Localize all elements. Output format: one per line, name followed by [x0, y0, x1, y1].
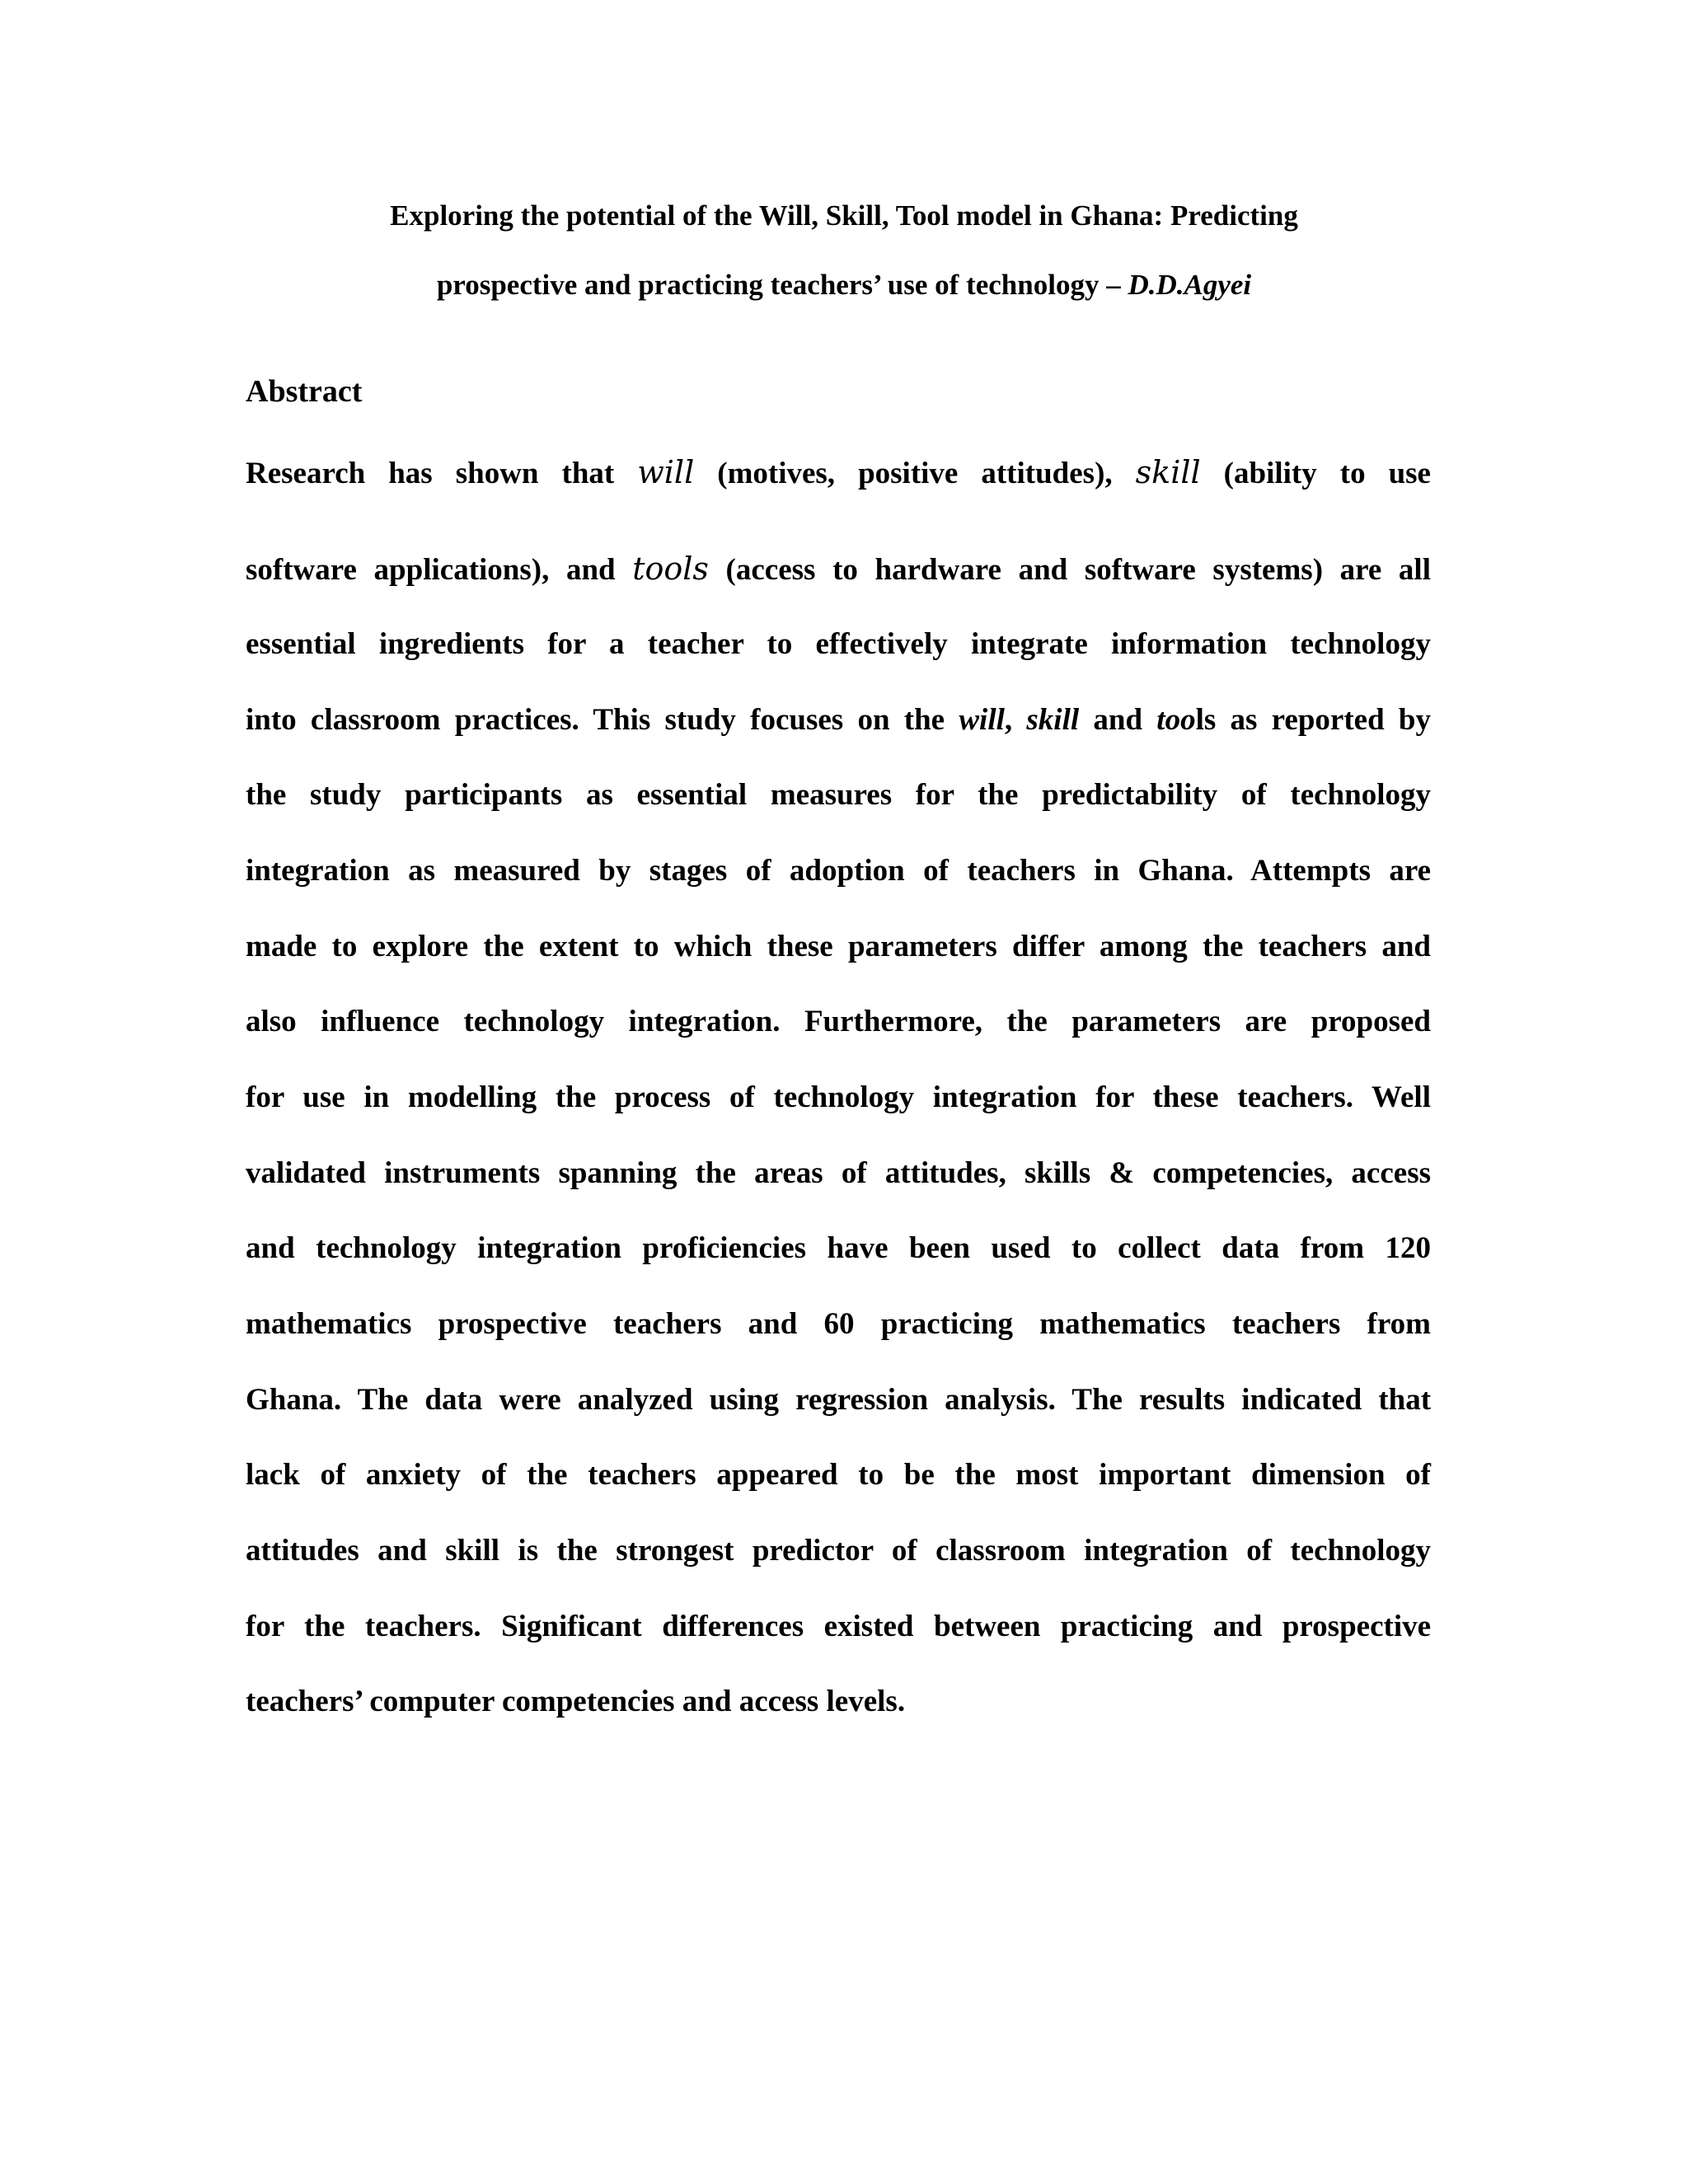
abstract-line: the study participants as essential measures for the predictability of technology: [246, 778, 1431, 812]
title-line-2-text: prospective and practicing teachers’ use of technology –: [436, 269, 1128, 301]
abstract-line: for the teachers. Significant differences existed between practicing and prospective: [246, 1610, 1432, 1643]
abstract-line: Ghana. The data were analyzed using regression analysis. The results indicated that: [246, 1383, 1432, 1417]
abstract-line: mathematics prospective teachers and 60 practicing mathematics teachers from: [246, 1307, 1431, 1341]
author-name: D.D.Agyei: [1128, 269, 1252, 301]
will-term: will: [637, 454, 695, 490]
abstract-line: into classroom practices. This study focuses on the will, skill and tools as reported by: [246, 703, 1431, 737]
abstract-line: validated instruments spanning the areas of attitudes, skills & competencies, access: [246, 1156, 1431, 1190]
skill-term: skill: [1135, 454, 1201, 490]
skill-italic: skill: [1026, 703, 1080, 737]
abstract-line: for use in modelling the process of technology integration for these teachers. Well: [246, 1080, 1431, 1114]
abstract-line: integration as measured by stages of adoption of teachers in Ghana. Attempts are: [246, 854, 1432, 888]
abstract-line: also influence technology integration. Furthermore, the parameters are proposed: [246, 1005, 1431, 1038]
abstract-heading: Abstract: [246, 374, 363, 409]
title-line-2: [247, 267, 1441, 303]
abstract-line: attitudes and skill is the strongest predictor of classroom integration of technology: [246, 1534, 1432, 1568]
tools-italic: too: [1156, 703, 1196, 737]
abstract-line: teachers’ computer competencies and access levels.: [246, 1685, 906, 1718]
abstract-line: and technology integration proficiencies have been used to collect data from 120: [246, 1231, 1432, 1265]
abstract-line: lack of anxiety of the teachers appeared to be the most important dimension of: [246, 1458, 1432, 1492]
abstract-line: made to explore the extent to which these parameters differ among the teachers and: [246, 930, 1431, 963]
abstract-line: Research has shown that will (motives, positive attitudes), skill (ability to use: [246, 454, 1431, 490]
abstract-line: software applications), and tools (access to hardware and software systems) are all: [246, 551, 1431, 587]
title-line-1: Exploring the potential of the Will, Skill, Tool model in Ghana: Predicting: [390, 199, 1298, 232]
abstract-line: essential ingredients for a teacher to effectively integrate information technology: [246, 627, 1431, 661]
will-italic: will: [959, 703, 1005, 737]
tools-term: tools: [632, 551, 709, 587]
